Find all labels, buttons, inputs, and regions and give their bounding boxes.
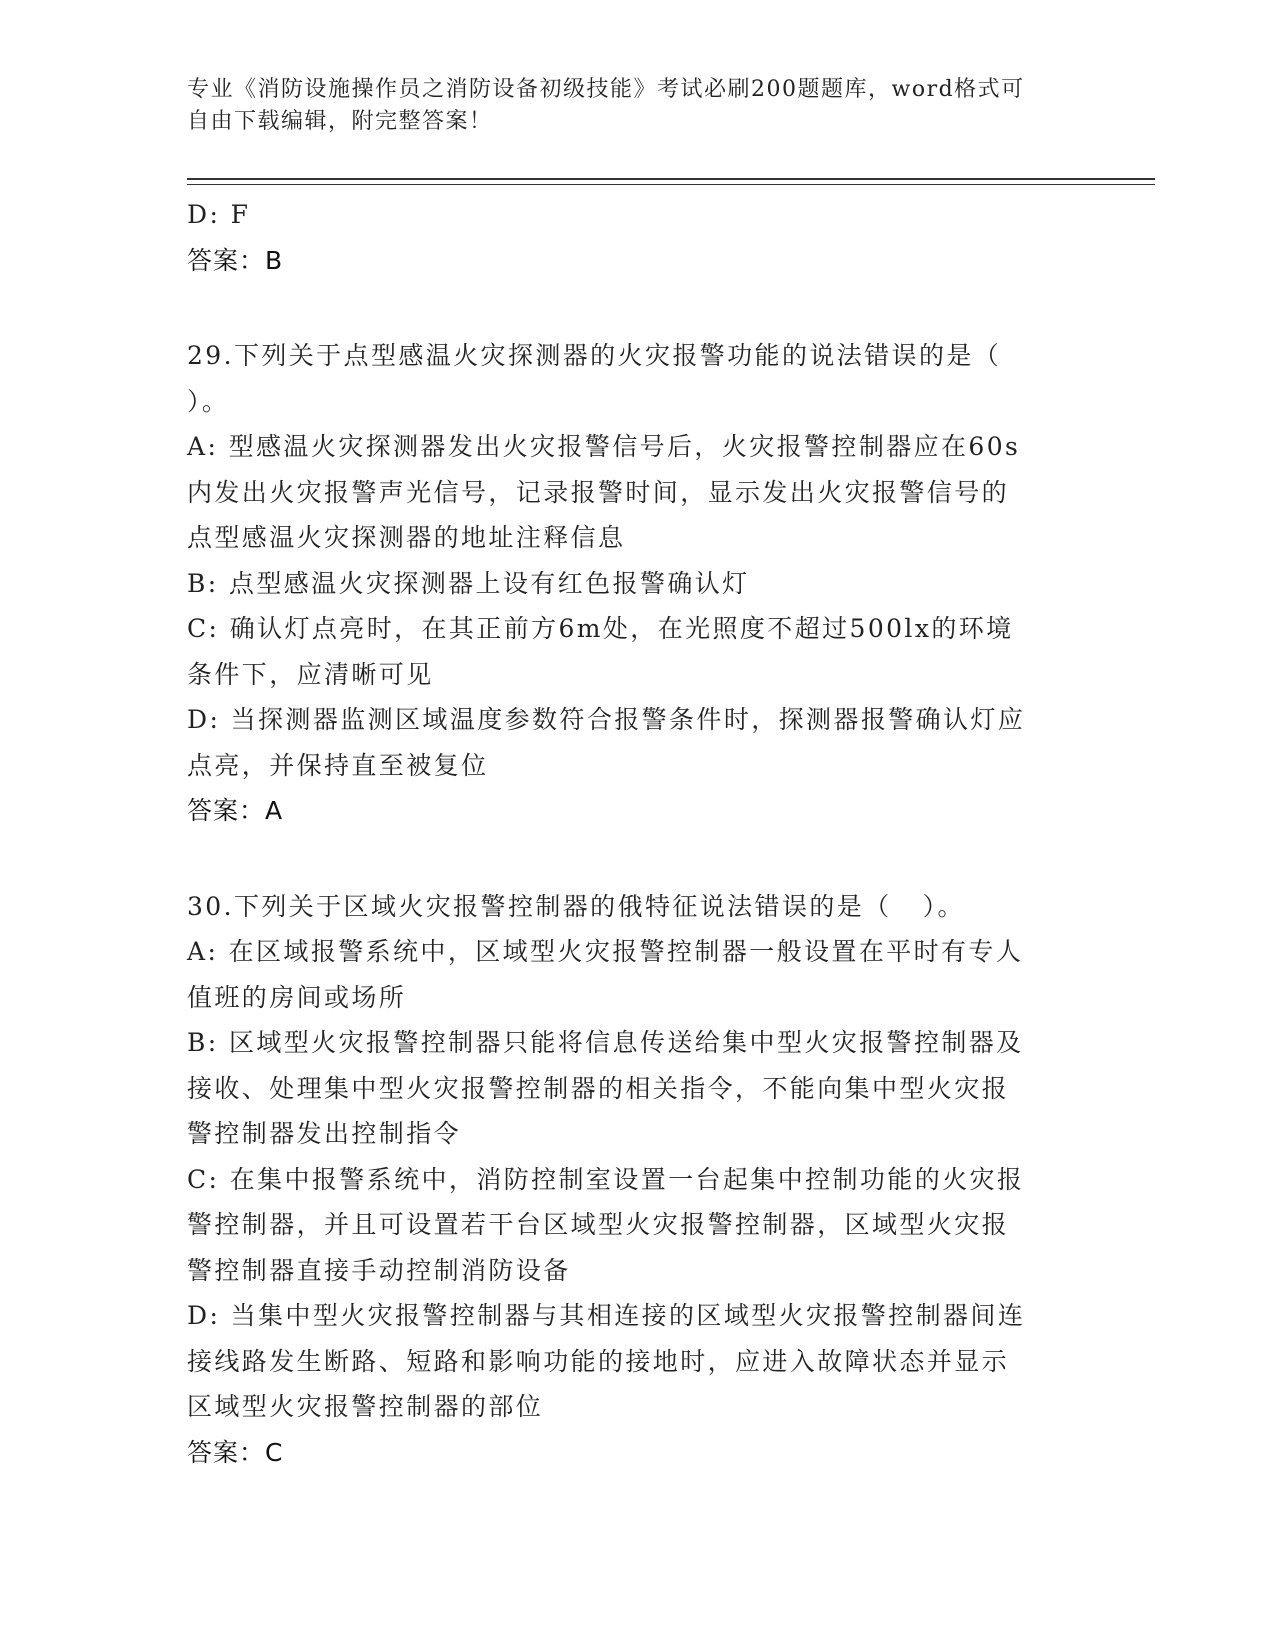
question-stem: 29.下列关于点型感温火灾探测器的火灾报警功能的说法错误的是（ xyxy=(187,341,1002,370)
option-b-cont: 接收、处理集中型火灾报警控制器的相关指令，不能向集中型火灾报 xyxy=(187,1073,1010,1103)
option-c-cont: 警控制器，并且可设置若干台区域型火灾报警控制器，区域型火灾报 xyxy=(187,1210,1010,1239)
option-d: D: 当探测器监测区域温度参数符合报警条件时，探测器报警确认灯应 xyxy=(187,705,1026,734)
option-a-cont: 点型感温火灾探测器的地址注释信息 xyxy=(187,523,626,552)
header-line-2: 自由下载编辑，附完整答案！ xyxy=(187,109,493,134)
previous-question-tail xyxy=(187,192,1087,283)
option-c: C: 在集中报警系统中，消防控制室设置一台起集中控制功能的火灾报 xyxy=(187,1164,1025,1194)
option-d: D: 当集中型火灾报警控制器与其相连接的区域型火灾报警控制器间连 xyxy=(187,1301,1026,1330)
question-29 xyxy=(187,333,1087,834)
option-a: A: 型感温火灾探测器发出火灾报警信号后，火灾报警控制器应在60s xyxy=(187,432,1021,461)
answer-line: 答案：B xyxy=(187,245,284,275)
question-stem: 30.下列关于区域火灾报警控制器的俄特征说法错误的是（ ）。 xyxy=(187,891,965,921)
header-line-1: 专业《消防设施操作员之消防设备初级技能》考试必刷200题题库，word格式可 xyxy=(187,77,1025,102)
option-d-cont: 区域型火灾报警控制器的部位 xyxy=(187,1392,544,1421)
option-b-cont: 警控制器发出控制指令 xyxy=(187,1119,462,1148)
option-a-cont: 内发出火灾报警声光信号，记录报警时间，显示发出火灾报警信号的 xyxy=(187,477,1010,507)
option-c-cont: 警控制器直接手动控制消防设备 xyxy=(187,1255,571,1285)
option-b: B: 点型感温火灾探测器上设有红色报警确认灯 xyxy=(187,568,750,598)
option-b: B: 区域型火灾报警控制器只能将信息传送给集中型火灾报警控制器及 xyxy=(187,1028,1024,1057)
answer-line: 答案：C xyxy=(187,1437,284,1467)
option-d: D: F xyxy=(187,200,251,229)
spacer xyxy=(187,283,1087,333)
option-a: A: 在区域报警系统中，区域型火灾报警控制器一般设置在平时有专人 xyxy=(187,937,1024,966)
option-d-cont: 接线路发生断路、短路和影响功能的接地时，应进入故障状态并显示 xyxy=(187,1346,1010,1376)
page-header xyxy=(187,74,1067,138)
header-divider-thin xyxy=(187,184,1155,185)
header-divider-thick xyxy=(187,178,1155,180)
spacer xyxy=(187,834,1087,884)
question-stem-cont: ）。 xyxy=(187,386,230,416)
option-d-cont: 点亮，并保持直至被复位 xyxy=(187,750,489,780)
option-a-cont: 值班的房间或场所 xyxy=(187,982,407,1012)
question-30 xyxy=(187,884,1087,1476)
option-c: C: 确认灯点亮时，在其正前方6m处，在光照度不超过500lx的环境 xyxy=(187,614,1014,643)
answer-line: 答案：A xyxy=(187,796,284,825)
question-content xyxy=(187,192,1087,1475)
option-c-cont: 条件下，应清晰可见 xyxy=(187,659,434,689)
